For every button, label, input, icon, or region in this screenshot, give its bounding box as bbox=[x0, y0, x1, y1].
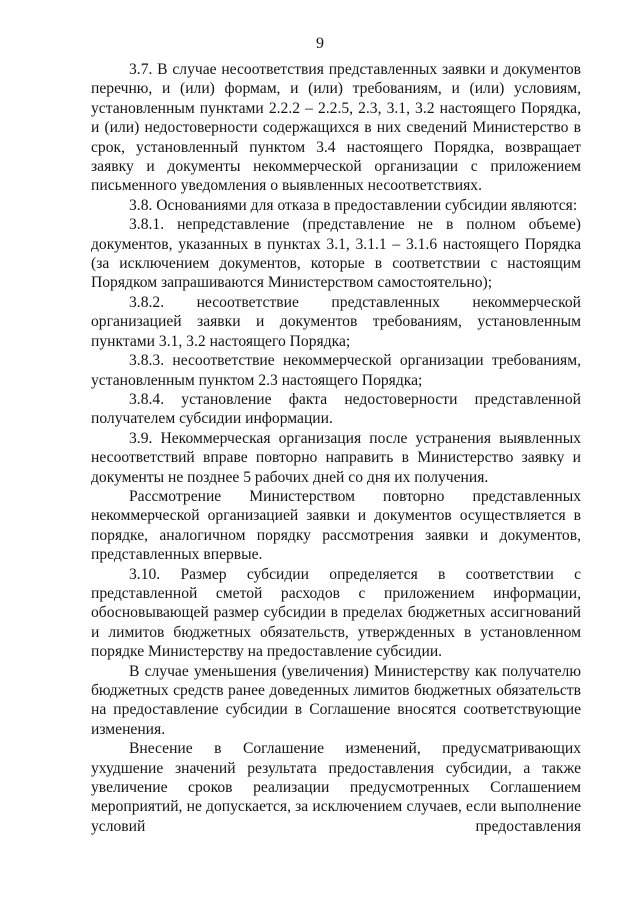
paragraph-resubmission-review: Рассмотрение Министерством повторно представленных некоммерческой организацией заявки и документов осуществляется в порядке, аналогичном порядку рассмотрения заявки и документов, представленных впервые. bbox=[91, 487, 581, 564]
paragraph-3-10: 3.10. Размер субсидии определяется в соответствии с представленной сметой расходов с приложением информации, обосновывающей размер субсидии в пределах бюджетных ассигнований и лимитов бюджетных обязательств, утвержденных в установленном порядке Министерству на предоставление субсидии. bbox=[91, 565, 581, 661]
paragraph-agreement-amendments: Внесение в Соглашение изменений, предусматривающих ухудшение значений результата предоставления субсидии, а также увеличение сроков реализации предусмотренных Соглашением мероприятий, не допускается, за исключением случаев, если выполнение условий предоставления bbox=[91, 740, 581, 835]
paragraph-3-8-3: 3.8.3. несоответствие некоммерческой организации требованиям, установленным пунктом 2.3 настоящего Порядка; bbox=[91, 352, 581, 389]
paragraph-3-8-4: 3.8.4. установление факта недостоверности представленной получателем субсидии информации. bbox=[91, 390, 581, 428]
paragraph-3-9: 3.9. Некоммерческая организация после устранения выявленных несоответствий вправе повторно направить в Министерство заявку и документы не позднее 5 рабочих дней со дня их получения. bbox=[91, 429, 581, 486]
paragraph-3-7: 3.7. В случае несоответствия представленных заявки и документов перечню, и (или) формам, и (или) требованиям, и (или) условиям, установленным пунктами 2.2.2 – 2.2.5, 2.3, 3.1, 3.2 настоящего Порядка, и (или) недостоверности содержащихся в них сведений Министерство в срок, установленный пунктом 3.4 настоящего Порядка, возвращает заявку и документы некоммерческой организации с приложением письменного уведомления о выявленных несоответствиях. bbox=[91, 61, 581, 195]
paragraph-3-8-2: 3.8.2. несоответствие представленных некоммерческой организацией заявки и документов требованиям, установленным пунктами 3.1, 3.2 настоящего Порядка; bbox=[91, 293, 581, 350]
page-number: 9 bbox=[316, 35, 324, 52]
document-body bbox=[91, 60, 581, 836]
paragraph-3-8: 3.8. Основаниями для отказа в предоставлении субсидии являются: bbox=[129, 196, 578, 214]
paragraph-3-8-1: 3.8.1. непредставление (представление не в полном объеме) документов, указанных в пунктах 3.1, 3.1.1 – 3.1.6 настоящего Порядка (за исключением документов, которые в соответствии с настоящим Порядком запрашиваются Министерством самостоятельно); bbox=[91, 216, 581, 292]
paragraph-limits-change: В случае уменьшения (увеличения) Министерству как получателю бюджетных средств ранее доведенных лимитов бюджетных обязательств на предоставление субсидии в Соглашение вносятся соответствующие изменения. bbox=[91, 662, 581, 738]
